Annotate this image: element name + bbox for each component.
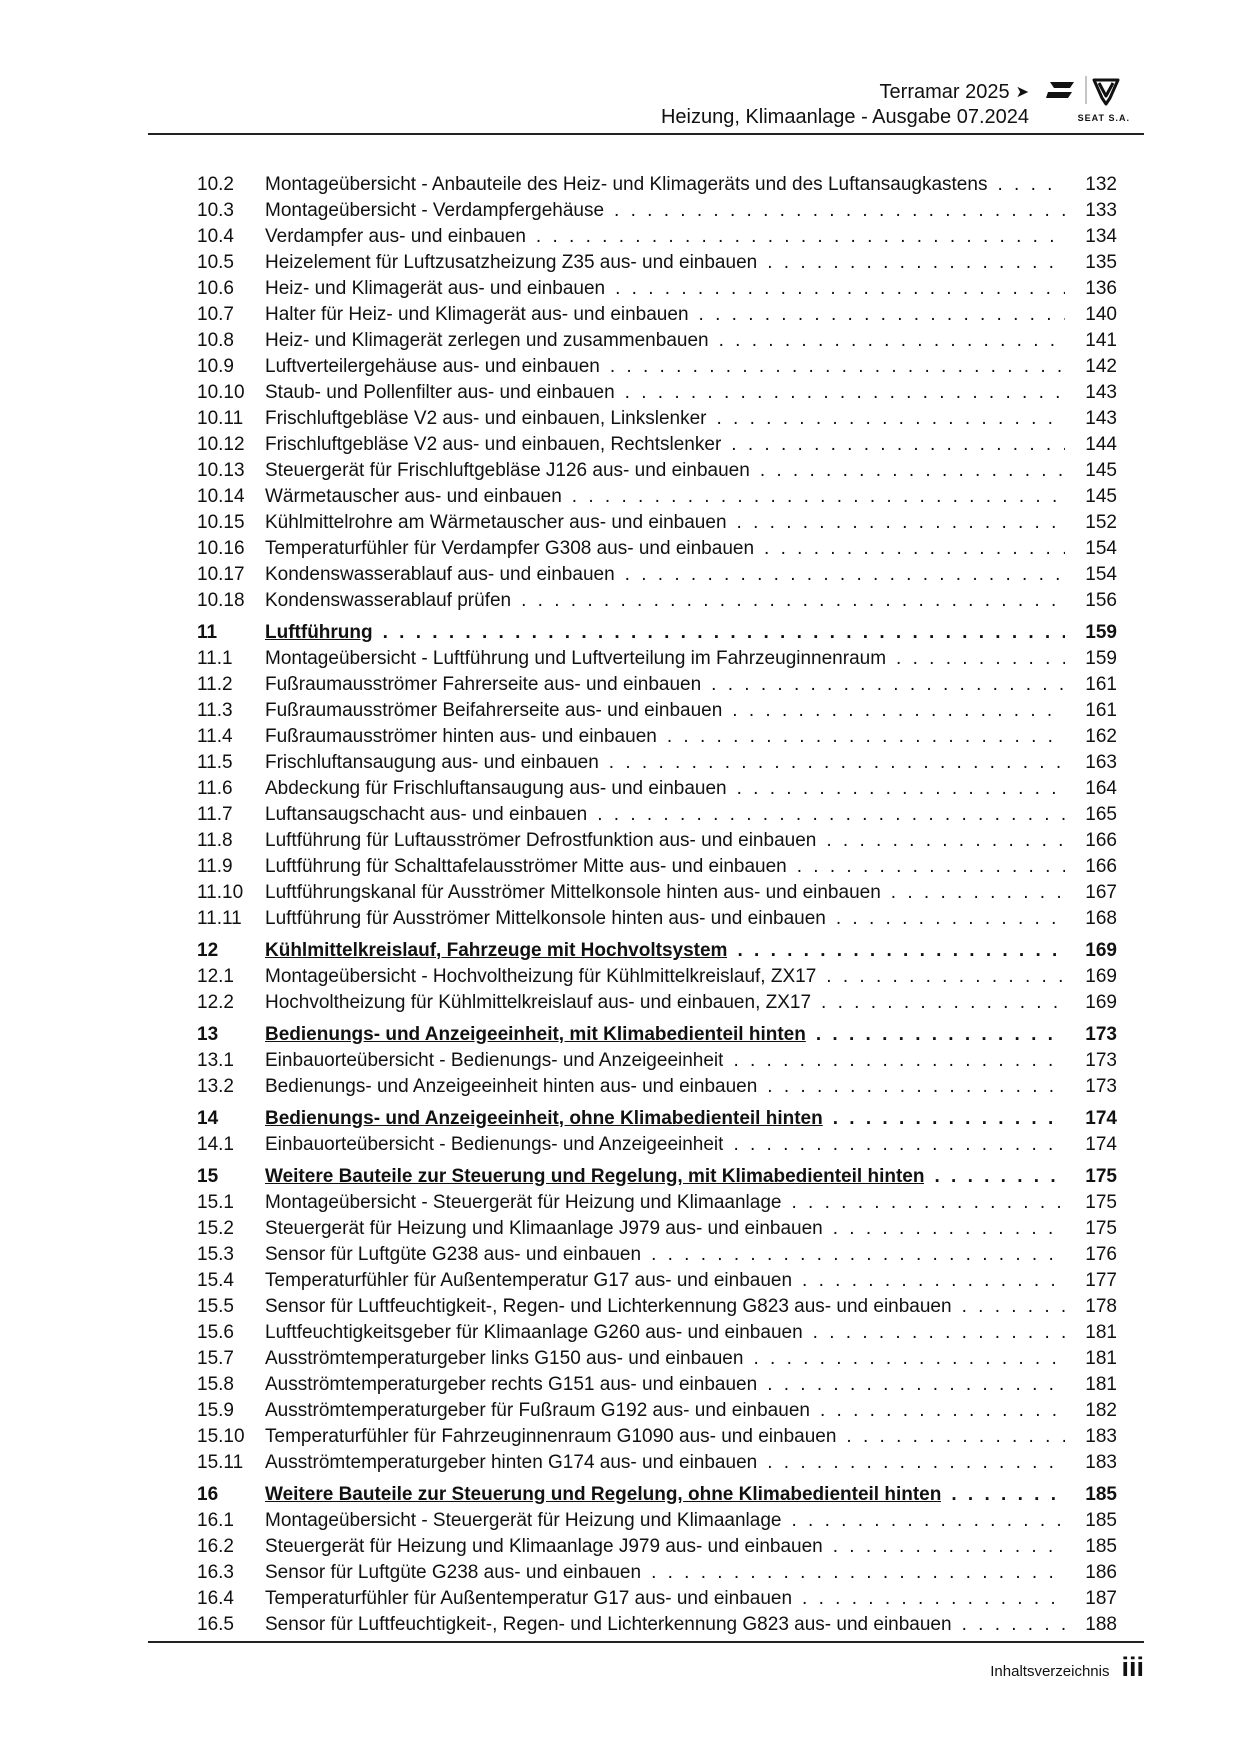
toc-leader-dots — [820, 1398, 1065, 1424]
toc-entry-title: Temperaturfühler für Außentemperatur G17 aus- und einbauen — [265, 1588, 793, 1609]
toc-entry[interactable] — [197, 828, 1117, 854]
toc-entry-page: 161 — [1085, 674, 1117, 695]
toc-entry-number: 10.5 — [197, 252, 234, 273]
toc-entry-title: Abdeckung für Frischluftansaugung aus- und einbauen — [265, 778, 727, 799]
toc-entry[interactable] — [197, 646, 1117, 672]
toc-entry-page: 188 — [1085, 1614, 1117, 1635]
toc-entry[interactable] — [197, 990, 1117, 1016]
toc-leader-dots — [997, 172, 1065, 198]
toc-entry[interactable] — [197, 328, 1117, 354]
toc-entry-number: 11.1 — [197, 648, 233, 669]
toc-entry-number: 11.5 — [197, 752, 233, 773]
toc-entry[interactable] — [197, 1216, 1117, 1242]
toc-entry-title: Kühlmittelkreislauf, Fahrzeuge mit Hochvoltsystem — [265, 940, 728, 961]
toc-entry-number: 10.16 — [197, 538, 245, 559]
toc-entry[interactable] — [197, 1534, 1117, 1560]
toc-entry[interactable] — [197, 1294, 1117, 1320]
toc-entry-title: Luftführungskanal für Ausströmer Mittelkonsole hinten aus- und einbauen — [265, 882, 881, 903]
toc-entry[interactable] — [197, 750, 1117, 776]
toc-leader-dots — [767, 1372, 1065, 1398]
toc-entry-number: 11.8 — [197, 830, 233, 851]
toc-entry-title: Luftverteilergehäuse aus- und einbauen — [265, 356, 600, 377]
toc-entry-page: 168 — [1085, 908, 1117, 929]
toc-entry-title: Heiz- und Klimagerät zerlegen und zusammenbauen — [265, 330, 709, 351]
toc-entry-number: 15.5 — [197, 1296, 234, 1317]
toc-leader-dots — [732, 698, 1065, 724]
toc-leader-dots — [625, 380, 1065, 406]
toc-leader-dots — [797, 854, 1065, 880]
toc-entry[interactable] — [197, 458, 1117, 484]
toc-entry-title: Sensor für Luftgüte G238 aus- und einbauen — [265, 1244, 642, 1265]
toc-entry-number: 15.4 — [197, 1270, 234, 1291]
toc-entry-page: 143 — [1085, 408, 1117, 429]
toc-entry-number: 12 — [197, 940, 219, 961]
toc-entry[interactable] — [197, 1346, 1117, 1372]
toc-entry-number: 11.10 — [197, 882, 244, 903]
toc-entry-page: 161 — [1085, 700, 1117, 721]
toc-entry-page: 159 — [1085, 622, 1117, 643]
toc-leader-dots — [826, 964, 1065, 990]
toc-leader-dots — [767, 1074, 1065, 1100]
toc-entry[interactable] — [197, 698, 1117, 724]
toc-entry-number: 10.11 — [197, 408, 244, 429]
toc-entry-number: 16.4 — [197, 1588, 234, 1609]
toc-entry[interactable] — [197, 906, 1117, 932]
toc-entry-title: Bedienungs- und Anzeigeeinheit, ohne Klimabedienteil hinten — [265, 1108, 823, 1129]
toc-entry[interactable] — [197, 1398, 1117, 1424]
toc-entry-number: 15.3 — [197, 1244, 234, 1265]
toc-entry-number: 16.5 — [197, 1614, 234, 1635]
toc-entry[interactable] — [197, 198, 1117, 224]
toc-entry-number: 14.1 — [197, 1134, 234, 1155]
toc-entry-page: 175 — [1085, 1192, 1117, 1213]
toc-entry-page: 154 — [1085, 538, 1117, 559]
toc-entry-page: 186 — [1085, 1562, 1117, 1583]
toc-entry-title: Ausströmtemperaturgeber links G150 aus- und einbauen — [265, 1348, 744, 1369]
toc-entry-page: 164 — [1085, 778, 1117, 799]
toc-entry-title: Luftführung für Luftausströmer Defrostfunktion aus- und einbauen — [265, 830, 817, 851]
toc-entry-number: 15.6 — [197, 1322, 234, 1343]
toc-entry-number: 10.15 — [197, 512, 245, 533]
toc-entry-page: 165 — [1085, 804, 1117, 825]
toc-leader-dots — [802, 1586, 1065, 1612]
toc-entry[interactable] — [197, 536, 1117, 562]
toc-leader-dots — [651, 1560, 1065, 1586]
toc-entry[interactable] — [197, 276, 1117, 302]
toc-entry-number: 10.13 — [197, 460, 245, 481]
toc-entry-title: Bedienungs- und Anzeigeeinheit hinten aus- und einbauen — [265, 1076, 758, 1097]
toc-leader-dots — [767, 250, 1065, 276]
header-rule — [148, 133, 1144, 135]
toc-entry-page: 185 — [1085, 1484, 1117, 1505]
page-header — [148, 74, 1144, 134]
toc-leader-dots — [833, 1216, 1065, 1242]
toc-leader-dots — [962, 1612, 1065, 1638]
toc-entry-number: 15.10 — [197, 1426, 245, 1447]
toc-entry-title: Halter für Heiz- und Klimagerät aus- und einbauen — [265, 304, 689, 325]
toc-leader-dots — [597, 802, 1065, 828]
toc-leader-dots — [896, 646, 1065, 672]
toc-leader-dots — [934, 1164, 1065, 1190]
toc-entry[interactable] — [197, 224, 1117, 250]
toc-entry-title: Montageübersicht - Hochvoltheizung für Kühlmittelkreislauf, ZX17 — [265, 966, 817, 987]
toc-chapter-entry[interactable] — [197, 1106, 1117, 1132]
toc-leader-dots — [791, 1508, 1065, 1534]
toc-entry-title: Einbauorteübersicht - Bedienungs- und Anzeigeeinheit — [265, 1050, 724, 1071]
toc-entry-number: 11.7 — [197, 804, 233, 825]
toc-leader-dots — [791, 1190, 1065, 1216]
toc-entry[interactable] — [197, 724, 1117, 750]
toc-chapter-entry[interactable] — [197, 1482, 1117, 1508]
toc-entry[interactable] — [197, 302, 1117, 328]
toc-entry-title: Temperaturfühler für Außentemperatur G17 aus- und einbauen — [265, 1270, 793, 1291]
toc-entry[interactable] — [197, 1190, 1117, 1216]
toc-entry-number: 15.1 — [197, 1192, 234, 1213]
toc-entry-page: 174 — [1085, 1108, 1117, 1129]
toc-entry-title: Hochvoltheizung für Kühlmittelkreislauf aus- und einbauen, ZX17 — [265, 992, 812, 1013]
toc-entry-number: 16.2 — [197, 1536, 234, 1557]
toc-entry-page: 181 — [1085, 1322, 1117, 1343]
toc-entry-page: 140 — [1085, 304, 1117, 325]
toc-chapter-entry[interactable] — [197, 938, 1117, 964]
footer-page-number: iii — [1121, 1652, 1144, 1682]
toc-entry-number: 11.9 — [197, 856, 233, 877]
toc-leader-dots — [731, 432, 1065, 458]
toc-entry-number: 11.11 — [197, 908, 242, 929]
toc-entry-number: 12.2 — [197, 992, 234, 1013]
toc-leader-dots — [572, 484, 1065, 510]
toc-leader-dots — [719, 328, 1065, 354]
toc-entry-number: 10.17 — [197, 564, 245, 585]
toc-entry-number: 15.8 — [197, 1374, 234, 1395]
toc-entry-number: 16.3 — [197, 1562, 234, 1583]
toc-leader-dots — [816, 1022, 1065, 1048]
toc-leader-dots — [737, 510, 1065, 536]
toc-entry-number: 15.2 — [197, 1218, 234, 1239]
toc-entry-number: 10.8 — [197, 330, 234, 351]
toc-entry-page: 185 — [1085, 1536, 1117, 1557]
toc-entry-page: 132 — [1085, 174, 1117, 195]
toc-entry-page: 181 — [1085, 1374, 1117, 1395]
toc-entry-title: Fußraumausströmer Fahrerseite aus- und einbauen — [265, 674, 702, 695]
toc-entry-title: Luftansaugschacht aus- und einbauen — [265, 804, 588, 825]
toc-entry-title: Sensor für Luftfeuchtigkeit-, Regen- und Lichterkennung G823 aus- und einbauen — [265, 1614, 952, 1635]
toc-entry[interactable] — [197, 406, 1117, 432]
toc-leader-dots — [615, 276, 1065, 302]
toc-entry[interactable] — [197, 1424, 1117, 1450]
toc-entry-page: 163 — [1085, 752, 1117, 773]
toc-entry-page: 136 — [1085, 278, 1117, 299]
toc-entry[interactable] — [197, 432, 1117, 458]
toc-entry[interactable] — [197, 354, 1117, 380]
toc-entry[interactable] — [197, 1586, 1117, 1612]
toc-leader-dots — [891, 880, 1065, 906]
toc-entry-title: Temperaturfühler für Verdampfer G308 aus- und einbauen — [265, 538, 755, 559]
toc-entry[interactable] — [197, 510, 1117, 536]
toc-leader-dots — [833, 1106, 1065, 1132]
toc-leader-dots — [821, 990, 1065, 1016]
toc-entry-title: Frischluftansaugung aus- und einbauen — [265, 752, 599, 773]
toc-entry-title: Kühlmittelrohre am Wärmetauscher aus- und einbauen — [265, 512, 727, 533]
toc-entry-page: 169 — [1085, 966, 1117, 987]
toc-leader-dots — [833, 1534, 1065, 1560]
toc-entry[interactable] — [197, 1320, 1117, 1346]
toc-leader-dots — [733, 1048, 1065, 1074]
toc-entry-number: 10.3 — [197, 200, 234, 221]
toc-entry-page: 143 — [1085, 382, 1117, 403]
toc-entry[interactable] — [197, 1132, 1117, 1158]
toc-leader-dots — [699, 302, 1065, 328]
toc-entry-title: Steuergerät für Heizung und Klimaanlage J979 aus- und einbauen — [265, 1536, 823, 1557]
toc-entry[interactable] — [197, 1372, 1117, 1398]
toc-entry[interactable] — [197, 588, 1117, 614]
toc-entry[interactable] — [197, 484, 1117, 510]
toc-entry-title: Sensor für Luftgüte G238 aus- und einbauen — [265, 1562, 642, 1583]
toc-entry-page: 174 — [1085, 1134, 1117, 1155]
toc-entry-page: 176 — [1085, 1244, 1117, 1265]
toc-leader-dots — [733, 1132, 1065, 1158]
toc-entry-number: 15.9 — [197, 1400, 234, 1421]
toc-entry[interactable] — [197, 250, 1117, 276]
toc-leader-dots — [625, 562, 1065, 588]
toc-entry-page: 156 — [1085, 590, 1117, 611]
toc-entry-title: Steuergerät für Heizung und Klimaanlage J979 aus- und einbauen — [265, 1218, 823, 1239]
toc-leader-dots — [764, 536, 1065, 562]
toc-leader-dots — [610, 354, 1065, 380]
toc-entry-number: 13.2 — [197, 1076, 234, 1097]
toc-entry-title: Wärmetauscher aus- und einbauen — [265, 486, 562, 507]
toc-entry-title: Steuergerät für Frischluftgebläse J126 aus- und einbauen — [265, 460, 750, 481]
toc-entry-page: 142 — [1085, 356, 1117, 377]
header-title-line — [661, 80, 1029, 105]
toc-entry-number: 15.7 — [197, 1348, 234, 1369]
toc-entry-number: 10.7 — [197, 304, 234, 325]
toc-entry[interactable] — [197, 1560, 1117, 1586]
toc-entry-title: Montageübersicht - Verdampfergehäuse — [265, 200, 605, 221]
toc-entry[interactable] — [197, 172, 1117, 198]
toc-leader-dots — [711, 672, 1065, 698]
arrow-icon: ➤ — [1015, 84, 1029, 101]
toc-entry-number: 13 — [197, 1024, 219, 1045]
toc-leader-dots — [767, 1450, 1065, 1476]
toc-entry-page: 152 — [1085, 512, 1117, 533]
toc-entry-title: Luftfeuchtigkeitsgeber für Klimaanlage G260 aus- und einbauen — [265, 1322, 803, 1343]
page-footer — [990, 1652, 1144, 1683]
toc-leader-dots — [609, 750, 1065, 776]
toc-entry-page: 135 — [1085, 252, 1117, 273]
toc-entry-number: 15.11 — [197, 1452, 244, 1473]
toc-entry[interactable] — [197, 1268, 1117, 1294]
toc-chapter-entry[interactable] — [197, 1164, 1117, 1190]
toc-leader-dots — [836, 906, 1065, 932]
toc-entry-number: 15 — [197, 1166, 219, 1187]
toc-entry[interactable] — [197, 1508, 1117, 1534]
toc-leader-dots — [813, 1320, 1065, 1346]
footer-label: Inhaltsverzeichnis — [990, 1663, 1110, 1680]
toc-entry[interactable] — [197, 672, 1117, 698]
toc-entry-page: 175 — [1085, 1218, 1117, 1239]
toc-entry-title: Weitere Bauteile zur Steuerung und Regelung, mit Klimabedienteil hinten — [265, 1166, 925, 1187]
toc-entry-title: Bedienungs- und Anzeigeeinheit, mit Klimabedienteil hinten — [265, 1024, 806, 1045]
toc-entry-title: Frischluftgebläse V2 aus- und einbauen, Rechtslenker — [265, 434, 722, 455]
toc-entry-page: 183 — [1085, 1452, 1117, 1473]
toc-leader-dots — [667, 724, 1065, 750]
toc-entry-page: 187 — [1085, 1588, 1117, 1609]
toc-leader-dots — [536, 224, 1065, 250]
toc-entry[interactable] — [197, 380, 1117, 406]
toc-chapter-entry[interactable] — [197, 1022, 1117, 1048]
toc-entry-title: Ausströmtemperaturgeber für Fußraum G192 aus- und einbauen — [265, 1400, 810, 1421]
toc-entry[interactable] — [197, 776, 1117, 802]
toc-leader-dots — [651, 1242, 1065, 1268]
toc-entry-page: 159 — [1085, 648, 1117, 669]
toc-entry-page: 183 — [1085, 1426, 1117, 1447]
toc-entry-page: 145 — [1085, 460, 1117, 481]
toc-entry-page: 144 — [1085, 434, 1117, 455]
footer-rule — [148, 1641, 1144, 1643]
toc-entry-page: 154 — [1085, 564, 1117, 585]
toc-entry-page: 145 — [1085, 486, 1117, 507]
toc-entry-number: 13.1 — [197, 1050, 234, 1071]
toc-entry-number: 10.6 — [197, 278, 234, 299]
toc-entry-number: 11 — [197, 622, 218, 643]
toc-entry[interactable] — [197, 1074, 1117, 1100]
toc-entry-page: 173 — [1085, 1076, 1117, 1097]
toc-entry-page: 162 — [1085, 726, 1117, 747]
toc-entry-title: Heizelement für Luftzusatzheizung Z35 aus- und einbauen — [265, 252, 758, 273]
toc-chapter-entry[interactable] — [197, 620, 1117, 646]
toc-entry-title: Luftführung für Ausströmer Mittelkonsole hinten aus- und einbauen — [265, 908, 826, 929]
toc-entry-title: Weitere Bauteile zur Steuerung und Regelung, ohne Klimabedienteil hinten — [265, 1484, 942, 1505]
toc-entry[interactable] — [197, 880, 1117, 906]
toc-entry-title: Verdampfer aus- und einbauen — [265, 226, 526, 247]
manual-subtitle: Heizung, Klimaanlage - Ausgabe 07.2024 — [660, 106, 1029, 128]
toc-entry-title: Staub- und Pollenfilter aus- und einbauen — [265, 382, 615, 403]
toc-entry-page: 169 — [1085, 992, 1117, 1013]
toc-entry[interactable] — [197, 1450, 1117, 1476]
toc-entry-title: Montageübersicht - Luftführung und Luftverteilung im Fahrzeuginnenraum — [265, 648, 887, 669]
toc-entry-title: Luftführung — [265, 622, 373, 643]
toc-entry-number: 10.12 — [197, 434, 245, 455]
toc-entry-number: 14 — [197, 1108, 219, 1129]
toc-entry-title: Sensor für Luftfeuchtigkeit-, Regen- und Lichterkennung G823 aus- und einbauen — [265, 1296, 952, 1317]
toc-entry-title: Kondenswasserablauf aus- und einbauen — [265, 564, 615, 585]
toc-entry-page: 167 — [1085, 882, 1117, 903]
toc-entry-title: Einbauorteübersicht - Bedienungs- und Anzeigeeinheit — [265, 1134, 724, 1155]
toc-leader-dots — [521, 588, 1065, 614]
toc-entry-title: Temperaturfühler für Fahrzeuginnenraum G1090 aus- und einbauen — [265, 1426, 837, 1447]
toc-leader-dots — [737, 938, 1065, 964]
toc-entry-number: 10.10 — [197, 382, 245, 403]
toc-entry[interactable] — [197, 1048, 1117, 1074]
toc-leader-dots — [717, 406, 1066, 432]
toc-leader-dots — [737, 776, 1065, 802]
toc-entry-number: 10.9 — [197, 356, 234, 377]
toc-entry[interactable] — [197, 854, 1117, 880]
toc-leader-dots — [962, 1294, 1065, 1320]
toc-entry-title: Fußraumausströmer Beifahrerseite aus- und einbauen — [265, 700, 723, 721]
toc-entry-title: Ausströmtemperaturgeber rechts G151 aus- und einbauen — [265, 1374, 758, 1395]
model-title: Terramar 2025 — [879, 81, 1010, 103]
toc-entry-title: Montageübersicht - Steuergerät für Heizung und Klimaanlage — [265, 1510, 782, 1531]
toc-leader-dots — [760, 458, 1065, 484]
toc-entry-number: 11.2 — [197, 674, 233, 695]
toc-entry-page: 182 — [1085, 1400, 1117, 1421]
logo-caption: SEAT S.A. — [1077, 113, 1130, 123]
toc-entry-title: Luftführung für Schalttafelausströmer Mitte aus- und einbauen — [265, 856, 787, 877]
toc-entry[interactable] — [197, 1242, 1117, 1268]
toc-entry-page: 185 — [1085, 1510, 1117, 1531]
toc-leader-dots — [826, 828, 1065, 854]
toc-entry-number: 11.6 — [197, 778, 233, 799]
toc-leader-dots — [846, 1424, 1065, 1450]
toc-leader-dots — [614, 198, 1065, 224]
toc-entry-title: Fußraumausströmer hinten aus- und einbauen — [265, 726, 657, 747]
toc-entry-title: Kondenswasserablauf prüfen — [265, 590, 512, 611]
toc-entry[interactable] — [197, 802, 1117, 828]
toc-entry-number: 11.4 — [197, 726, 233, 747]
toc-entry-number: 10.18 — [197, 590, 245, 611]
header-text — [661, 80, 1029, 130]
toc-entry-title: Frischluftgebläse V2 aus- und einbauen, Linkslenker — [265, 408, 707, 429]
toc-entry[interactable] — [197, 964, 1117, 990]
toc-entry[interactable] — [197, 1612, 1117, 1638]
toc-entry-title: Montageübersicht - Anbauteile des Heiz- und Klimageräts und des Luftansaugkastens — [265, 174, 988, 195]
toc-entry-title: Montageübersicht - Steuergerät für Heizung und Klimaanlage — [265, 1192, 782, 1213]
toc-entry-number: 10.2 — [197, 174, 234, 195]
toc-entry-page: 166 — [1085, 856, 1117, 877]
toc-entry-title: Ausströmtemperaturgeber hinten G174 aus- und einbauen — [265, 1452, 758, 1473]
seat-cupra-logo — [1034, 74, 1144, 130]
toc-entry-number: 11.3 — [197, 700, 233, 721]
toc-entry-number: 16.1 — [197, 1510, 234, 1531]
toc-leader-dots — [753, 1346, 1065, 1372]
toc-leader-dots — [951, 1482, 1065, 1508]
toc-entry-page: 175 — [1085, 1166, 1117, 1187]
toc-entry-page: 141 — [1085, 330, 1117, 351]
toc-entry-page: 173 — [1085, 1050, 1117, 1071]
toc-entry-number: 16 — [197, 1484, 219, 1505]
toc-entry[interactable] — [197, 562, 1117, 588]
toc-entry-page: 166 — [1085, 830, 1117, 851]
toc-entry-page: 178 — [1085, 1296, 1117, 1317]
toc-entry-page: 173 — [1085, 1024, 1117, 1045]
toc-leader-dots — [802, 1268, 1065, 1294]
table-of-contents — [197, 172, 1117, 1638]
toc-entry-title: Heiz- und Klimagerät aus- und einbauen — [265, 278, 606, 299]
toc-entry-number: 10.14 — [197, 486, 245, 507]
toc-entry-page: 169 — [1085, 940, 1117, 961]
toc-entry-number: 12.1 — [197, 966, 234, 987]
toc-entry-page: 181 — [1085, 1348, 1117, 1369]
toc-entry-number: 10.4 — [197, 226, 234, 247]
toc-entry-page: 133 — [1085, 200, 1117, 221]
toc-entry-page: 134 — [1085, 226, 1117, 247]
toc-leader-dots — [383, 620, 1065, 646]
toc-entry-page: 177 — [1085, 1270, 1117, 1291]
